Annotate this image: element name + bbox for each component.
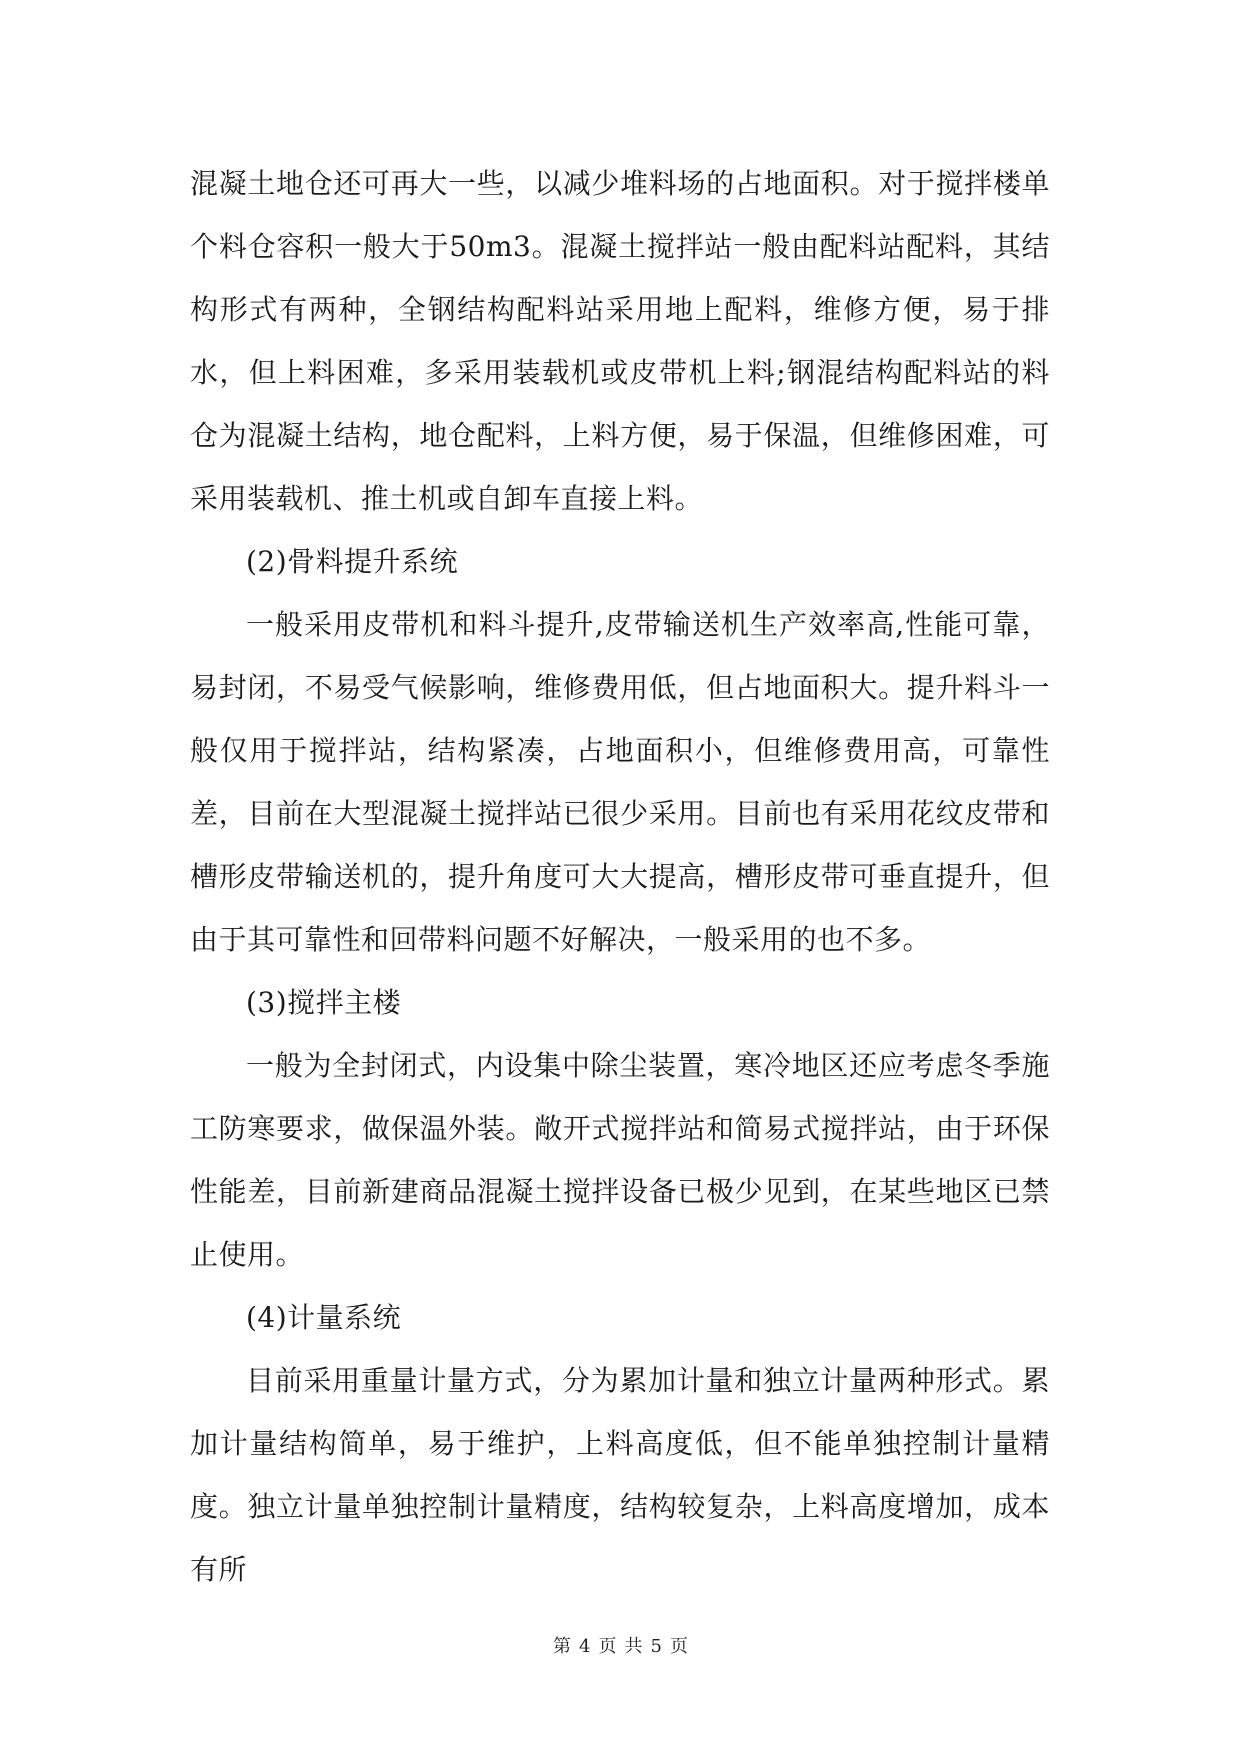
- document-body: [190, 152, 1050, 1601]
- current-page-number: 4: [579, 1636, 591, 1657]
- footer-label-ye2: 页: [669, 1636, 688, 1657]
- footer-label-di: 第: [553, 1636, 572, 1657]
- section-heading-aggregate-lifting: (2)骨料提升系统: [246, 545, 459, 578]
- paragraph-aggregate-lifting: 一般采用皮带机和料斗提升,皮带输送机生产效率高,性能可靠，易封闭，不易受气候影响，维修费用低，但占地面积大。提升料斗一般仅用于搅拌站，结构紧凑，占地面积小，但维修费用高，可靠性差，目前在大型混凝土搅拌站已很少采用。目前也有采用花纹皮带和槽形皮带输送机的，提升角度可大大提高，槽形皮带可垂直提升，但由于其可靠性和回带料问题不好解决，一般采用的也不多。: [190, 608, 1050, 956]
- paragraph-metering-system: 目前采用重量计量方式，分为累加计量和独立计量两种形式。累加计量结构简单，易于维护，上料高度低，但不能单独控制计量精度。独立计量单独控制计量精度，结构较复杂，上料高度增加，成本有所: [190, 1364, 1050, 1586]
- paragraph-continuation: 混凝土地仓还可再大一些，以减少堆料场的占地面积。对于搅拌楼单个料仓容积一般大于50m3。混凝土搅拌站一般由配料站配料，其结构形式有两种，全钢结构配料站采用地上配料，维修方便，易于排水，但上料困难，多采用装载机或皮带机上料;钢混结构配料站的料仓为混凝土结构，地仓配料，上料方便，易于保温，但维修困难，可采用装载机、推土机或自卸车直接上料。: [190, 167, 1050, 515]
- footer-label-ye: 页: [598, 1636, 617, 1657]
- paragraph-mixing-tower: 一般为全封闭式，内设集中除尘装置，寒冷地区还应考虑冬季施工防寒要求，做保温外装。敞开式搅拌站和简易式搅拌站，由于环保性能差，目前新建商品混凝土搅拌设备已极少见到，在某些地区已禁止使用。: [190, 1049, 1050, 1271]
- page-number-footer: [0, 1632, 1241, 1658]
- section-heading-metering-system: (4)计量系统: [246, 1301, 402, 1334]
- total-page-number: 5: [650, 1636, 662, 1657]
- footer-label-gong: 共: [624, 1636, 643, 1657]
- section-heading-mixing-tower: (3)搅拌主楼: [246, 986, 402, 1019]
